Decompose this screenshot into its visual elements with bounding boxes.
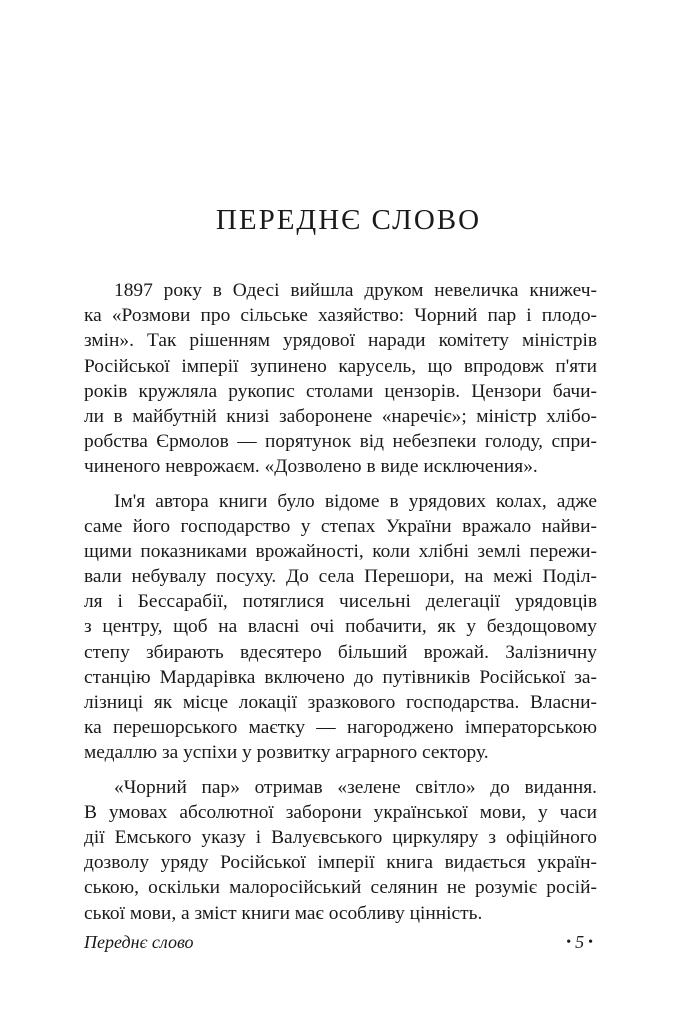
text-line: Російської імперії зупинено карусель, що впродовж п'яти bbox=[84, 355, 597, 377]
bullet-icon: • bbox=[566, 935, 572, 950]
text-line: станцію Мардарівка включено до путівників Російської за- bbox=[84, 666, 597, 688]
text-line: Ім'я автора книги було відоме в урядових колах, адже bbox=[114, 490, 597, 512]
text-line: з центру, щоб на власні очі побачити, як у бездощовому bbox=[84, 616, 597, 638]
text-line: робства Єрмолов — порятунок від небезпеки голоду, спри- bbox=[84, 431, 597, 453]
text-line: В умовах абсолютної заборони української мови, у часи bbox=[84, 801, 597, 823]
text-line: ка «Розмови про сільське хазяйство: Чорний пар і плодо- bbox=[84, 305, 597, 327]
text-line: щими показниками врожайності, коли хлібні землі пережи- bbox=[84, 540, 597, 562]
text-line: степу збирають вдесятеро більший врожай. Залізничну bbox=[84, 641, 597, 663]
text-line: вали небувалу посуху. До села Перешори, на межі Поділ- bbox=[84, 566, 597, 588]
paragraph-2 bbox=[84, 489, 597, 766]
bullet-icon: • bbox=[588, 935, 593, 950]
page-number bbox=[562, 932, 597, 953]
text-line: 1897 року в Одесі вийшла друком невеличка книжеч- bbox=[114, 280, 597, 301]
text-line: років кружляла рукопис столами цензорів. Цензори бачи- bbox=[84, 380, 597, 402]
running-head: Переднє слово bbox=[84, 932, 194, 952]
text-line: медаллю за успіхи у розвитку аграрного сектору. bbox=[84, 742, 489, 764]
body-text bbox=[84, 278, 597, 935]
text-line: дозволу уряду Російської імперії книга видається україн- bbox=[84, 852, 597, 874]
text-line: змін». Так рішенням урядової наради комітету міністрів bbox=[84, 330, 597, 352]
text-line: «Чорний пар» отримав «зелене світло» до видання. bbox=[114, 776, 597, 798]
text-line: лізниці як місце локації зразкового господарства. Власни- bbox=[84, 692, 597, 713]
paragraph-1 bbox=[84, 278, 597, 480]
text-line: ля і Бессарабії, потяглися чисельні делегації урядовців bbox=[84, 591, 597, 613]
text-line: чиненого неврожаєм. «Дозволено в виде исключения». bbox=[84, 456, 538, 478]
page-footer bbox=[84, 932, 597, 958]
text-line: саме його господарство у степах України вражало найви- bbox=[84, 515, 597, 537]
paragraph-3 bbox=[84, 775, 597, 926]
text-line: ської мови, а зміст книги має особливу цінність. bbox=[84, 902, 483, 924]
text-line: ською, оскільки малоросійський селянин не розуміє росій- bbox=[84, 877, 597, 899]
text-line: ли в майбутній книзі заборонене «наречіє»; міністр хлібо- bbox=[84, 405, 597, 427]
text-line: ка перешорського маєтку — нагороджено імператорською bbox=[84, 717, 597, 739]
page-title: ПЕРЕДНЄ СЛОВО bbox=[215, 204, 482, 236]
text-line: дії Емського указу і Валуєвського циркуляру з офіційного bbox=[84, 826, 597, 848]
page-number-value: 5 bbox=[575, 932, 585, 952]
